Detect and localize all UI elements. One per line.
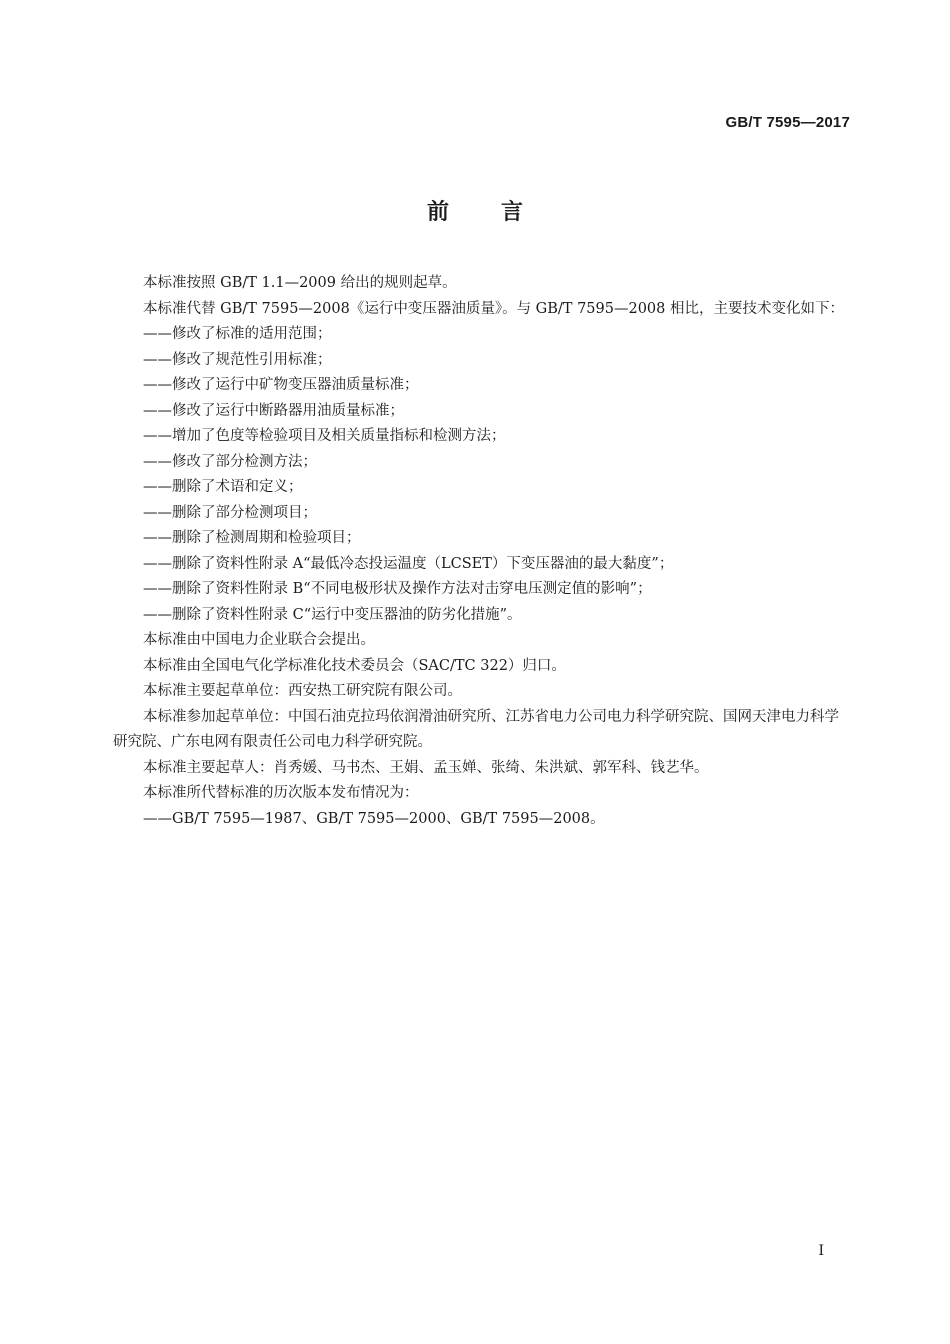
paragraph: 本标准由中国电力企业联合会提出。 xyxy=(143,632,375,648)
paragraph: 本标准代替 GB/T 7595—2008《运行中变压器油质量》。与 GB/T 7595—2008 相比，主要技术变化如下： xyxy=(143,300,844,317)
paragraph: 本标准主要起草单位：西安热工研究院有限公司。 xyxy=(143,683,462,699)
paragraph: 本标准所代替标准的历次版本发布情况为： xyxy=(143,785,419,801)
foreword-body xyxy=(113,271,853,832)
list-item: ——删除了资料性附录 B“不同电极形状及操作方法对击穿电压测定值的影响”； xyxy=(143,581,652,597)
standard-code: GB/T 7595—2017 xyxy=(725,114,850,131)
list-item: ——删除了资料性附录 C“运行中变压器油的防劣化措施”。 xyxy=(143,606,522,623)
page-title: 前言 xyxy=(426,200,575,225)
list-item: ——删除了部分检测项目； xyxy=(143,504,317,521)
paragraph: 本标准按照 GB/T 1.1—2009 给出的规则起草。 xyxy=(143,275,457,291)
list-item: ——GB/T 7595—1987、GB/T 7595—2000、GB/T 7595—2008。 xyxy=(143,810,605,827)
list-item: ——修改了运行中断路器用油质量标准； xyxy=(143,402,404,419)
list-item: ——修改了规范性引用标准； xyxy=(143,351,332,368)
list-item: ——删除了资料性附录 A“最低冷态投运温度（LCSET）下变压器油的最大黏度”； xyxy=(143,555,674,572)
list-item: ——修改了部分检测方法； xyxy=(143,453,317,470)
list-item: ——删除了检测周期和检验项目； xyxy=(143,530,361,546)
paragraph: 本标准由全国电气化学标准化技术委员会（SAC/TC 322）归口。 xyxy=(143,657,566,674)
list-item: ——修改了运行中矿物变压器油质量标准； xyxy=(143,377,419,393)
list-item: ——删除了术语和定义； xyxy=(143,479,303,495)
paragraph: 本标准主要起草人：肖秀媛、马书杰、王娟、孟玉婵、张绮、朱洪斌、郭军科、钱艺华。 xyxy=(143,759,709,776)
list-item: ——增加了色度等检验项目及相关质量指标和检测方法； xyxy=(143,428,506,444)
list-item: ——修改了标准的适用范围； xyxy=(143,326,332,342)
page-number: I xyxy=(818,1243,824,1259)
paragraph: 本标准参加起草单位：中国石油克拉玛依润滑油研究所、江苏省电力公司电力科学研究院、国网天津电力科学研究院、广东电网有限责任公司电力科学研究院。 xyxy=(113,708,839,750)
